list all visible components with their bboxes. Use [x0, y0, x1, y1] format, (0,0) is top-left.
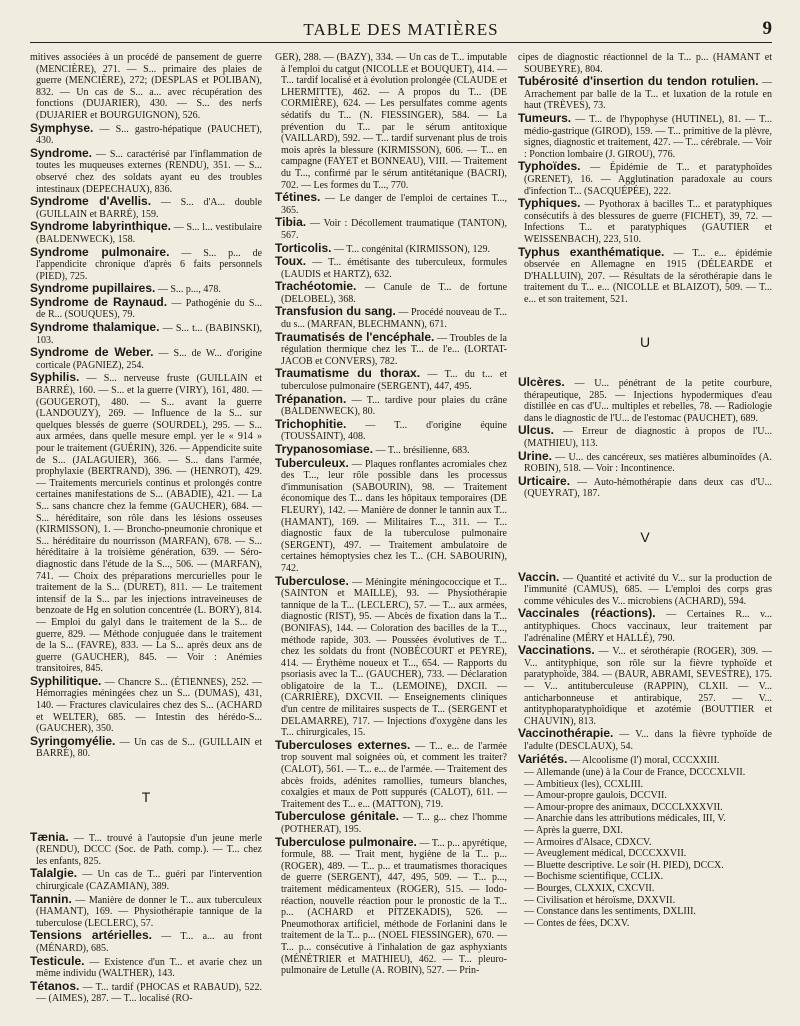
- index-entry: [30, 294, 262, 321]
- entry-heading: Tuberculose pulmonaire.: [275, 834, 417, 849]
- entries-v: [518, 569, 772, 767]
- section-letter-t: T: [141, 789, 151, 806]
- index-entry: [275, 256, 507, 280]
- column-middle: [275, 52, 507, 978]
- entry-text: — Épidémie de T... et paratyphoïdes (GRENET), 16. — Agglutination paradoxale au cours d'infection T... (SACQUÉPÉE), 222.: [524, 162, 772, 197]
- entry-text: — Le danger de l'emploi de certaines T..., 365.: [281, 193, 508, 216]
- index-entry: [275, 737, 507, 811]
- index-entry: [30, 978, 262, 1005]
- entry-heading: Typhus exanthématique.: [518, 244, 665, 259]
- entries-s: [30, 52, 262, 760]
- index-entry: [275, 192, 507, 216]
- entry-heading: Urine.: [518, 448, 553, 463]
- index-entry: [30, 196, 262, 220]
- index-entry: [275, 811, 507, 835]
- page-header: [30, 14, 772, 44]
- entry-text: — Existence d'un T... et avarie chez un même individu (WALTHER), 143.: [36, 956, 262, 980]
- entry-heading: Trachéotomie.: [275, 279, 357, 294]
- entry-text: — Troubles de la régulation thermique chez les T... de l'e... (LORTAT-JACOB et CONVERS), 782.: [281, 332, 507, 367]
- index-entry: [30, 221, 262, 245]
- entry-heading: Variétés.: [518, 751, 568, 766]
- entry-text: — T... e... de l'armée trop souvent mal soignées où, et comment les traiter? (CALOT), 561. — T... e... de l'armée. — Traitement des abcès froids, adénites ramollies, tumeurs blanches, coxalgies et maux de Pott suppurés (CALOT), 611. — Traitement des T... e... (MATTON), 719.: [281, 740, 507, 810]
- entry-text: — V... et sérothérapie (ROGER), 309. — V... antityphique, son rôle sur la fièvre typhoïde et paratyphoïde, 384. — (BAUR, ABRAMI, SEVESTRE), 175. — V... antituberculeuse (RAPPIN), CLXII. — V... anticharbonneuse et antirabique, 257. — V... antityphoparatyphoïdique et azotémie (BOUTTIER et CHAUVIN), 813.: [524, 646, 772, 727]
- varietes-item: — Bourges, CLXXIX, CXCVII.: [524, 883, 655, 895]
- index-entry: [518, 728, 772, 752]
- entry-heading: Syringomyélie.: [30, 733, 116, 748]
- index-entry: [30, 145, 262, 195]
- varietes-list: [518, 767, 772, 929]
- entry-text: — S... t... (BABINSKI), 103.: [36, 323, 263, 346]
- header-rule: [30, 42, 772, 43]
- entry-text: — S... de W... d'origine corticale (PAGNIEZ), 254.: [36, 348, 263, 371]
- entry-text: — T... trouvé à l'autopsie d'un jeune merle (RENDU), DCCC (Soc. de Path. comp.). — T... chez les enfants, 825.: [36, 832, 263, 867]
- entry-text: — T... de l'hypophyse (HUTINEL), 81. — T... médio-gastrique (GIROD), 159. — T... primitive de la plèvre, signes, diagnostic et traitement, 427. — T... cérébrale. — Voir : Ponction lombaire (J. GIROU), 776.: [524, 113, 773, 160]
- entry-heading: Toux.: [275, 254, 307, 269]
- entry-text: — Manière de donner le T... aux tuberculeux (HAMANT), 169. — Physiothérapie tannique de la tuberculose (LECLERC), 57.: [36, 894, 263, 929]
- entry-heading: Vaccin.: [518, 569, 560, 584]
- index-entry: [518, 608, 772, 644]
- index-entry: [30, 733, 262, 760]
- index-entry: [30, 953, 262, 980]
- index-entry: [275, 416, 507, 443]
- index-entry: [518, 76, 772, 112]
- entries-t-continued: [275, 52, 507, 977]
- index-entry: [518, 448, 772, 475]
- entry-heading: Trichophitie.: [275, 416, 347, 431]
- entry-heading: Ulcus.: [518, 423, 555, 438]
- entry-heading: Tensions artérielles.: [30, 928, 152, 943]
- entry-heading: Syndrome de Weber.: [30, 345, 154, 360]
- index-entry: [30, 868, 262, 892]
- index-entry: [30, 322, 262, 346]
- varietes-item: — Après la guerre, DXI.: [524, 825, 623, 837]
- entry-text: — T... congénital (KIRMISSON), 129.: [333, 243, 490, 255]
- entry-text: — Méningite méningococcique et T... (SAINTON et MAILLE), 93. — Physiothérapie tannique de la T... (LECLERC), 57. — T... aux armées, diagnostic (RIST), 95. — Abcès de fixation dans la T... (BONIFAS), 144. — Coloration des bacilles de la T..., méthode rapide, 303. — Poussées évolutives de T... chez les soldats du front (NOBÉCOURT et PEYRE), 414. — Érythème noueux et T..., 654. — Rapports du psoriasis avec la T... (GAUCHER), 733. — Déclaration obligatoire de la T... (LEMOINE), DXCII. — (CARRIÈRE), DXCVII. — Enseignements cliniques d'un centre de militaires suspects de T... (SERGENT et DELAMARRE), 717. — Injections d'oxygène dans les T... chirurgicales, 15.: [281, 576, 507, 739]
- index-entry: [30, 891, 263, 930]
- varietes-item: — Allemande (une) à la Cour de France, DCCCXLVII.: [524, 767, 746, 779]
- entry-text: — T... émétisante des tuberculeux, formules (LAUDIS et HARTZ), 632.: [281, 257, 508, 280]
- entry-text: — Procédé nouveau de T... du s... (MARFAN, BLECHMANN), 671.: [281, 307, 508, 331]
- entry-text: — Alcoolisme (l') moral, CCCXXIII.: [569, 754, 720, 766]
- column-left: [30, 52, 262, 1006]
- entry-heading: Tétanos.: [30, 978, 80, 993]
- index-entry: [30, 244, 263, 283]
- entry-text: — T... p... apyrétique, formule, 88. — Trait ment, hygiène de la T... p... (ROGER), 489. — T... p... et traumatismes thoraciques de guerre (SERGENT), 447, 495, 509. — T... p..., traitement médicamenteux (ROGER), 515. — Iodo-réaction, nouvelle réaction pour le pronostic de la T... p... (ACHARD et PITZEKADIS), 526. — Pneumothorax artificiel, méthode de Forlanini dans le traitement de la T... p... (NOEL FIESSINGER), 670. — T... p... consécutive à l'inhalation de gaz asphyxiants (MÉNÉTRIER et MATHIEU), 462. — T... pleuro-pulmonaire de Letulle (A. ROBIN), 527. — Prin-: [281, 837, 508, 977]
- entry-heading: Urticaire.: [518, 473, 571, 488]
- entry-heading: Trypanosomiase.: [275, 442, 374, 456]
- entry-text: — S... p... de l'appendicite chronique d'après 6 faits personnels (PIED), 725.: [36, 247, 263, 282]
- entry-heading: Ulcères.: [518, 375, 565, 390]
- entry-text: — S... nerveuse fruste (GUILLAIN et BARRÉ), 160. — S... et la guerre (VIRY), 161, 480. — (GOUGEROT), 480. — S... avant la guerre (LANDOUZY), 269. — Influence de la S... sur quelques blessés de guerre (SOURDEL), 295. — S... aux armées, dans quelle mesure empl. yer le « 914 » pour le traitement (GUÉRIN), 326. — Appendicite suite de S... (JALAGUIER), 366. — S... dans l'armée, prophylaxie (BERTRAND), 396. — (HENROT), 429. — Traitements mercuriels continus et prolongés contre certaines manifestations de S... (ABADIE), 421. — La S... sans chancre chez la femme (GAUCHER), 684. — S... héréditaire, son rôle dans les lésions osseuses (KIRMISSON), 1. — Broncho-pneumonie chronique et S... héréditaire du nourrisson (MARFAN), 678. — S... héréditaire à la troisième génération, 639. — Séro-diagnostic dans l'étude de la S..., 506. — (MARFAN), 741. — Choix des préparations mercurielles pour le traitement de la S... (DURET), 811. — Le traitement intensif de la S... par les injections intraveineuses de benzoate de Hg en solution concentrée (L. BORY), 814. — Emploi du galyl dans le traitement de la S... de guerre, 829. — Méthode conjuguée dans le traitement de la S... (FAVRE), 833. — La S... après deux ans de guerre (GAUCHER), 845. — Voir : Anémies transitoires, 845.: [36, 373, 263, 675]
- entry-text: — Certaines R... v... antityphiques. Chocs vaccinaux, leur traitement par l'adrénaline (MÉRY et HALLÉ), 790.: [524, 609, 772, 644]
- index-entry: [518, 377, 772, 424]
- index-entry: [30, 120, 262, 147]
- index-entry: [275, 281, 507, 305]
- index-entry: [30, 673, 262, 735]
- entry-heading: Testicule.: [30, 953, 85, 968]
- entry-heading: Talalgie.: [30, 866, 78, 881]
- entry-text: — Voir : Décollement traumatique (TANTON), 567.: [281, 218, 507, 241]
- entry-text: — T... a... au front (MÉNARD), 685.: [36, 931, 262, 954]
- index-entry: [518, 110, 773, 160]
- index-entry: [518, 52, 772, 75]
- entry-text: — U... pénétrant de la petite courbure, thérapeutique, 285. — Injections hypodermiques d'eau distillée en cas d'U... multiples et rebelles, 78. — Radiologie dans le diagnostic de l'U... de l'estomac (PAUCHET), 689.: [524, 378, 772, 424]
- entries-t: [30, 829, 263, 1005]
- entry-heading: Syndrome de Raynaud.: [30, 294, 168, 309]
- index-entry: [518, 244, 773, 306]
- entry-heading: Tibia.: [275, 215, 307, 230]
- index-entry: [518, 161, 772, 197]
- entry-heading: Syndrome pupillaires.: [30, 281, 156, 296]
- entry-heading: Tétines.: [275, 190, 321, 205]
- entry-text: — Auto-hémothérapie dans deux cas d'U... (QUEYRAT), 187.: [524, 476, 772, 500]
- entry-heading: Trépanation.: [275, 391, 347, 406]
- entry-text: — Chancre S... (ÉTIENNES), 252. — Hémorragies méningées chez un S... (DUMAS), 431, 140. — Fractures claviculaires chez des S... (ACHARD et WELTER), 685. — Intestin des hérédo-S... (GAUCHER), 350.: [36, 676, 262, 735]
- entry-text: — T... d'origine équine (TOUSSAINT), 408.: [281, 419, 507, 443]
- entry-text: — S... l... vestibulaire (BALDENWECK), 158.: [36, 222, 262, 245]
- index-entry: [275, 368, 507, 392]
- index-entry: [275, 391, 508, 418]
- varietes-item: — Anarchie dans les attributions médicales, III, V.: [524, 813, 726, 825]
- index-entry: [275, 573, 507, 739]
- entry-heading: Tumeurs.: [518, 110, 572, 125]
- entry-heading: Torticolis.: [275, 240, 332, 255]
- entry-text: — T... e... épidémie observée en Allemagne en 1915 (DÉLEARDE et D'HALLUIN), 207. — Résultats de la sérothérapie dans le traitement du T... e... (NICOLLE et BLAIZOT), 509. — T... e... et son traitement, 521.: [524, 247, 773, 305]
- varietes-item: — Amour-propre des animaux, DCCCLXXXVII.: [524, 801, 723, 813]
- entry-text: — T... g... chez l'homme (POTHERAT), 195.: [281, 812, 508, 835]
- entry-text: mitives associées à un procédé de pansement de guerre (MENCIÈRE), 271. — S... primaire des plaies de guerre (MENCIÈRE), 272; (DESPLAS et POLIBAN), 832. — Un cas de S... a... avec récupération des fonctions (DUJARIER), 430. — S... des nerfs (DUJARIER et BOURGUIGNON), 526.: [30, 52, 262, 121]
- column-right: [518, 52, 772, 929]
- entry-text: — T... tardif (PHOCAS et RABAUD), 522. — (AIMES), 287. — T... localisé (RO-: [36, 981, 262, 1005]
- entry-text: — U... des cancéreux, ses matières albuminoïdes (A. ROBIN), 518. — Voir : Incontinence.: [524, 451, 772, 475]
- entry-heading: Syphilitique.: [30, 673, 102, 688]
- entry-text: — V... dans la fièvre typhoïde de l'adulte (DESCLAUX), 54.: [524, 729, 772, 752]
- index-entry: [275, 834, 508, 977]
- entry-text: — S... d'A... double (GUILLAIN et BARRÉ), 159.: [36, 197, 262, 220]
- varietes-item: — Ambitieux (les), CCXLIII.: [524, 778, 644, 790]
- entry-heading: Syndrome d'Avellis.: [30, 194, 152, 209]
- entry-text: — S... caractérisé par l'inflammation de toutes les muqueuses externes (RENDU), 351. — S... observé chez des soldats ayant eu des troubles intestinaux (DEPECHAUX), 836.: [36, 148, 262, 195]
- entry-text: — Pathogénie du S... de R... (SOUQUES), 79.: [36, 297, 262, 321]
- entry-heading: Tubérosité d'insertion du tendon rotulien.: [518, 74, 759, 89]
- entry-heading: Tænia.: [30, 829, 69, 844]
- entry-heading: Syndrome pulmonaire.: [30, 244, 170, 259]
- entry-heading: Tuberculeux.: [275, 455, 349, 470]
- index-entry: [30, 930, 262, 954]
- entry-text: — Canule de T... de fortune (DELOBEL), 368.: [281, 282, 508, 305]
- index-entry: [518, 751, 772, 767]
- varietes-item: — Amour-propre gaulois, DCCVII.: [524, 790, 667, 802]
- entry-text: — S... gastro-hépatique (PAUCHET), 430.: [36, 123, 262, 147]
- index-entry: [275, 217, 507, 241]
- entry-heading: Tuberculose génitale.: [275, 809, 399, 824]
- section-letter-u: U: [639, 334, 651, 351]
- entry-text: — T... brésilienne, 683.: [375, 445, 470, 456]
- entry-heading: Syphilis.: [30, 370, 80, 385]
- index-entry: [275, 240, 507, 256]
- entry-heading: Typhiques.: [518, 196, 581, 211]
- varietes-item: — Aveuglement médical, DCCCXXVII.: [524, 848, 687, 860]
- index-entry: [518, 425, 772, 449]
- varietes-item: — Bluette descriptive. Le soir (H. PIED), DCCX.: [524, 859, 724, 871]
- entry-heading: Syndrome.: [30, 145, 93, 160]
- index-entry: [518, 645, 772, 727]
- index-entry: [30, 829, 263, 868]
- entry-heading: Syndrome thalamique.: [30, 320, 160, 335]
- entry-text: — Un cas de S... (GUILLAIN et BARRÉ), 80.: [36, 736, 262, 760]
- index-entry: [30, 52, 262, 122]
- varietes-item: — Bochisme scientifique, CCLIX.: [524, 871, 664, 883]
- index-entry: [30, 372, 262, 674]
- index-entry: [518, 198, 772, 245]
- entry-text: — Quantité et activité du V... sur la production de l'immunité (CAMUS), 685. — L'emploi des corps gras comme véhicules des V... microbiens (ACHARD), 594.: [524, 572, 772, 607]
- section-letter-v: V: [640, 529, 650, 545]
- entry-heading: Vaccinothérapie.: [518, 726, 614, 741]
- entry-heading: Vaccinations.: [518, 643, 595, 658]
- entry-text: — Arrachement par balle de la T... et luxation de la rotule en haut (TRÈVES), 73.: [524, 77, 773, 112]
- entry-heading: Symphyse.: [30, 120, 94, 135]
- index-entry: [275, 52, 507, 191]
- index-entry: [275, 329, 507, 368]
- entry-text: GER), 288. — (BAZY), 334. — Un cas de T... imputable à l'emploi du catgut (NICOLLE et BOUQUET), 414. — T... tardif localisé et à évolution prolongée (CLAUDE et LHERMITTE), 462. — A propos du T... (DE CORMIÈRE), 624. — Les persulfates comme agents sédatifs du T... (N. FIESSINGER), 584. — La prévention du T... par le sérum antitoxique (VAILLARD), 592. — T... tardif survenant plus de trois mois après la blessure (KIRMISSON), 606. — T... en campagne (FAYET et BONNEAU), VIII. — Traitement du T..., confirmé par le sérum antitétanique (BACRI), 702. — Les formes du T..., 770.: [275, 52, 507, 191]
- entry-text: — T... du t... et tuberculose pulmonaire (SERGENT), 447, 495.: [281, 369, 508, 393]
- entry-heading: Traumatisés de l'encéphale.: [275, 329, 435, 344]
- index-entry: [518, 569, 772, 608]
- entry-heading: Syndrome labyrinthique.: [30, 219, 171, 234]
- entry-heading: Typhoïdes.: [518, 159, 581, 174]
- entries-u: [518, 377, 772, 500]
- entry-heading: Tuberculoses externes.: [275, 737, 411, 752]
- entry-text: — Un cas de T... guéri par l'intervention chirurgicale (CAZAMIAN), 389.: [36, 869, 262, 892]
- entries-t-end: [518, 52, 772, 305]
- entry-text: cipes de diagnostic réactionnel de la T... p... (HAMANT et SOUBEYRE), 804.: [518, 52, 772, 75]
- index-entry: [275, 306, 507, 330]
- entry-text: — Pyothorax à bacilles T... et paratyphiques consécutifs à des blessures de guerre (FICHET), 39, 72. — Infections T... et paratyphiques (GAUTIER et WEISSENBACH), 223, 510.: [524, 199, 773, 245]
- varietes-item: — Civilisation et héroïsme, DXXVII.: [524, 894, 676, 906]
- entry-text: — Erreur de diagnostic à propos de l'U... (MATHIEU), 113.: [524, 426, 772, 450]
- entry-text: — S... p..., 478.: [157, 284, 221, 296]
- entry-heading: Vaccinales (réactions).: [518, 606, 656, 621]
- varietes-item: — Armoires d'Alsace, CDXCV.: [524, 836, 652, 848]
- entry-text: — Plaques ronflantes acromiales chez des T..., leur rôle possible dans les processus d'immunisation (SABOURIN), 98. — Traitement économique des T... dans les hôpitaux temporaires (DE FLEURY), 142. — Manière de donner le tannin aux T... (HAMANT), 169. — Militaires T..., 311. — T... diagnostic faux de la tuberculose pulmonaire (SERGENT), 497. — Traitement ambulatoire de certaines hémoptysies chez les T... (CH. SABOURIN), 742.: [281, 458, 507, 574]
- entry-heading: Traumatisme du thorax.: [275, 366, 421, 381]
- index-entry: [275, 455, 507, 575]
- entry-heading: Tuberculose.: [275, 573, 349, 588]
- entry-heading: Tannin.: [30, 891, 72, 906]
- entry-heading: Transfusion du sang.: [275, 304, 396, 319]
- index-entry: [30, 347, 262, 371]
- varietes-item: — Constance dans les sentiments, DXLIII.: [524, 906, 696, 918]
- page-title: TABLE DES MATIÈRES: [303, 20, 499, 39]
- varietes-item: — Contes de fées, DCXV.: [524, 917, 630, 929]
- entry-text: — T... tardive pour plaies du crâne (BALDENWECK), 80.: [281, 394, 508, 418]
- page-number: 9: [762, 18, 772, 39]
- index-entry: [518, 473, 772, 500]
